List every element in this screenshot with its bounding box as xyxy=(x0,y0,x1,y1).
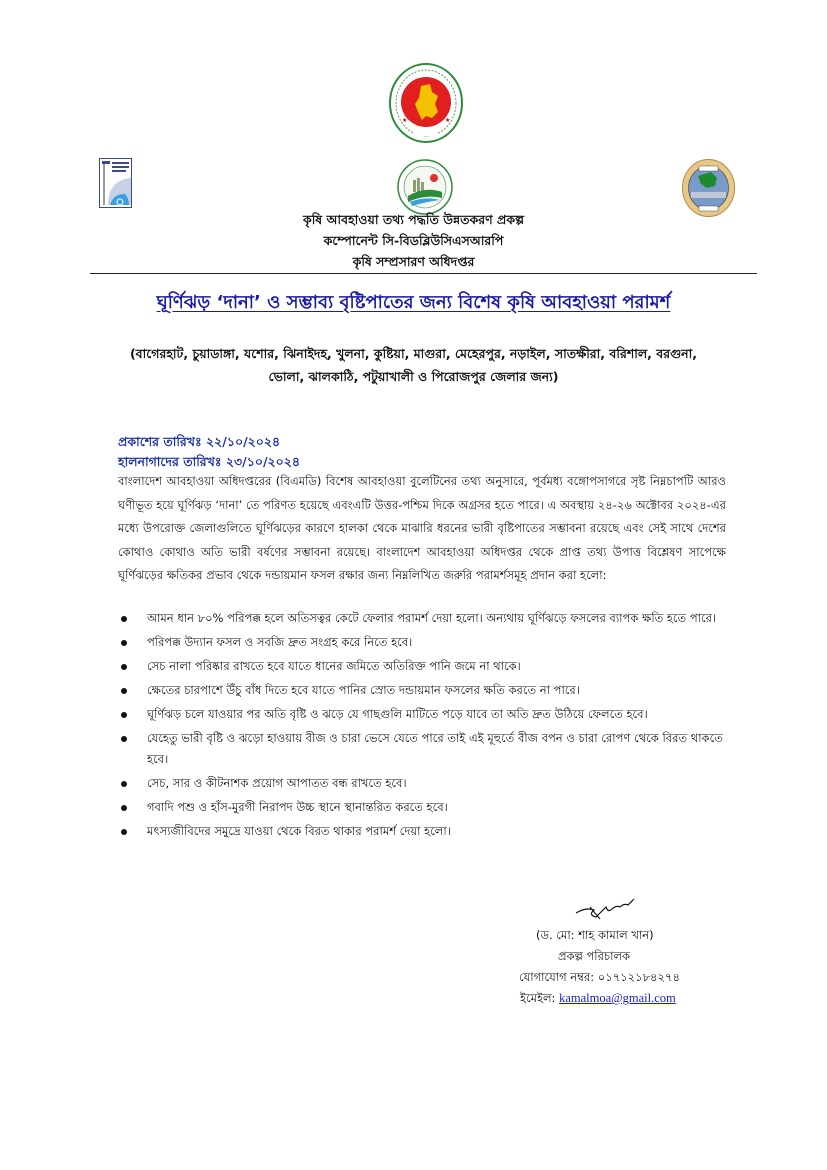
advisory-item: আমন ধান ৮০% পরিপক্ক হলে অতিসত্বর কেটে ফেলার পরামর্শ দেয়া হলো। অন্যথায় ঘূর্ণিঝড়ে ফসলের ব্যাপক ক্ষতি হতে পারে। xyxy=(118,608,730,629)
department-name: কৃষি সম্প্রসারণ অধিদপ্তর xyxy=(352,254,475,269)
advisory-item: পরিপক্ক উদ্যান ফসল ও সবজি দ্রুত সংগ্রহ করে নিতে হবে। xyxy=(118,632,730,653)
bullet-icon xyxy=(121,829,127,835)
advisory-item: গবাদি পশু ও হাঁস-মুরগী নিরাপদ উচ্চ স্থানে স্থানান্তরিত করতে হবে। xyxy=(118,797,730,818)
government-seal-logo xyxy=(388,62,464,144)
ministry-of-agriculture-logo xyxy=(396,158,454,216)
bullet-icon xyxy=(121,640,127,646)
bullet-icon xyxy=(121,712,127,718)
advisory-item: যেহেতু ভারী বৃষ্টি ও ঝড়ো হাওয়ায় বীজ ও চারা ভেসে যেতে পারে তাই এই মূহুর্তে বীজ বপন ও চারা রোপণ থেকে বিরত থাকতে হবে। xyxy=(118,728,730,770)
target-districts: (বাগেরহাট, চুয়াডাঙ্গা, যশোর, ঝিনাইদহ, খুলনা, কুষ্টিয়া, মাগুরা, মেহেরপুর, নড়াইল, সাতক্ষীরা, বরিশাল, বরগুনা, ভোলা, ঝালকাঠি, পটুয়াখালী ও পিরোজপুর জেলার জন্য) xyxy=(129,346,698,384)
signature-mark xyxy=(572,893,642,923)
phone-value: ০১৭১২১৮৪২৭৪ xyxy=(597,970,680,984)
advisory-title xyxy=(0,288,827,319)
component-name: কম্পোনেন্ট সি-বিডব্লিউসিএসআরপি xyxy=(323,233,504,248)
advisory-item: সেচ, সার ও কীটনাশক প্রয়োগ আপাতত বন্ধ রাখতে হবে। xyxy=(118,773,730,794)
svg-text:★: ★ xyxy=(402,117,408,124)
signatory-name: (ড. মো: শাহ কামাল খান) xyxy=(536,928,654,942)
email-label: ইমেইল: xyxy=(520,991,556,1005)
project-name: কৃষি আবহাওয়া তথ্য পদ্ধতি উন্নতকরণ প্রকল্প xyxy=(302,212,525,227)
bullet-icon xyxy=(121,781,127,787)
bullet-icon xyxy=(121,664,127,670)
updated-date-label: হালনাগাদের তারিখঃ xyxy=(118,454,222,469)
bullet-icon xyxy=(121,736,127,742)
published-date xyxy=(118,432,280,452)
published-date-label: প্রকাশের তারিখঃ xyxy=(118,434,202,449)
updated-date xyxy=(118,452,300,472)
bullet-icon xyxy=(121,616,127,622)
meteorological-department-logo xyxy=(99,158,132,208)
agricultural-extension-logo xyxy=(681,158,736,218)
updated-date-value: ২৩/১০/২০২৪ xyxy=(225,454,301,469)
advisory-list xyxy=(118,608,730,845)
svg-text:★: ★ xyxy=(445,117,451,124)
email-link[interactable]: kamalmoa@gmail.com xyxy=(559,991,676,1005)
intro-paragraph: বাংলাদেশ আবহাওয়া অধিদপ্তরের (বিএমডি) বিশেষ আবহাওয়া বুলেটিনের তথ্য অনুসারে, পূর্বমধ্য বঙ্গোপসাগরে সৃষ্ট নিম্নচাপটি আরও ঘণীভূত হয়ে ঘূর্ণিঝড় ‘দানা’ তে পরিণত হয়েছে এবংএটি উত্তর-পশ্চিম দিকে অগ্রসর হতে পারে। এ অবস্থায় ২৪-২৬ অক্টোবর ২০২৪-এর মধ্যে উপরোক্ত জেলাগুলিতে ঘূর্ণিঝড়ের কারণে হালকা থেকে মাঝারি ধরনের ভারী বৃষ্টিপাতের সম্ভাবনা রয়েছে এবং সেই সাথে দেশের কোথাও কোথাও অতি ভারী বর্ষণের সম্ভাবনা রয়েছে। বাংলাদেশ আবহাওয়া অধিদপ্তর থেকে প্রাপ্ত তথ্য উপাত্ত বিশ্লেষণ সাপেক্ষে ঘূর্ণিঝড়ের ক্ষতিকর প্রভাব থেকে দন্ডায়মান ফসল রক্ষার জন্য নিম্নলিখিত জরুরি পরামর্শসমূহ প্রদান করা হলো: xyxy=(118,474,726,582)
advisory-item: ঘূর্ণিঝড় চলে যাওয়ার পর অতি বৃষ্টি ও ঝড়ে যে গাছগুলি মাটিতে পড়ে যাবে তা অতি দ্রুত উঠিয়ে ফেলতে হবে। xyxy=(118,704,730,725)
advisory-item: সেচ নালা পরিষ্কার রাখতে হবে যাতে ধানের জমিতে অতিরিক্ত পানি জমে না থাকে। xyxy=(118,656,730,677)
signatory-designation: প্রকল্প পরিচালক xyxy=(558,949,631,963)
contact-email xyxy=(520,988,760,1009)
advisory-item: মৎস্যজীবিদের সমুদ্রে যাওয়া থেকে বিরত থাকার পরামর্শ দেয়া হলো। xyxy=(118,821,730,842)
bullet-icon xyxy=(121,805,127,811)
bullet-icon xyxy=(121,688,127,694)
phone-label: যোগাযোগ নম্বর: xyxy=(519,970,595,984)
header-divider xyxy=(90,273,757,274)
contact-phone xyxy=(519,967,759,988)
published-date-value: ২২/১০/২০২৪ xyxy=(206,434,281,449)
advisory-item: ক্ষেতের চারপাশে উঁচু বাঁধ দিতে হবে যাতে পানির স্রোত দন্ডায়মান ফসলের ক্ষতি করতে না পারে। xyxy=(118,680,730,701)
advisory-title-text: ঘূর্ণিঝড় ‘দানা’ ও সম্ভাব্য বৃষ্টিপাতের জন্য বিশেষ কৃষি আবহাওয়া পরামর্শ xyxy=(156,292,671,313)
